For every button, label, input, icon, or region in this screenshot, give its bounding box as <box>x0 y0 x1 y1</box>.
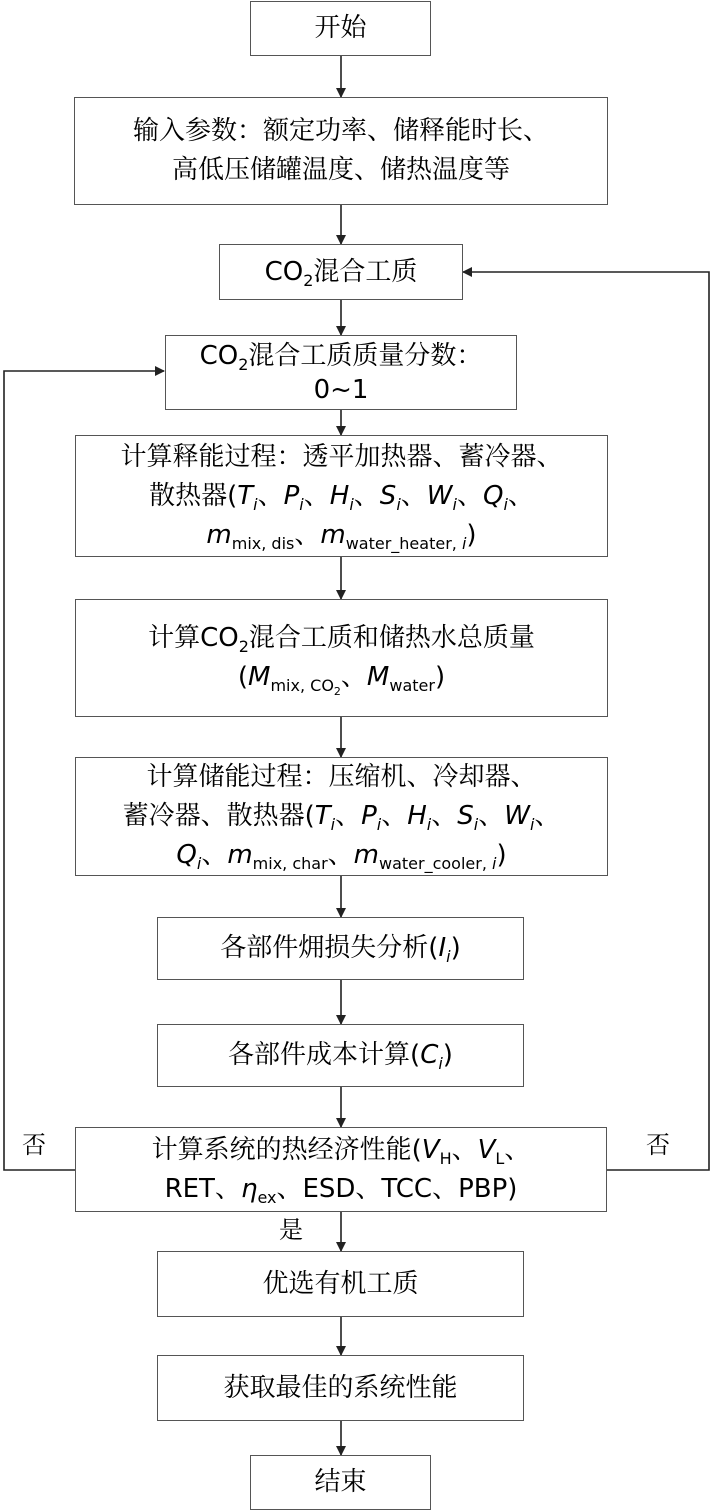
exergy-loss-node <box>157 917 524 980</box>
charge-line-2: 蓄冷器、散热器($T_i$、$P_i$、$H_i$、$S_i$、$W_i$、 <box>122 801 561 835</box>
mass-fraction-node <box>165 335 517 410</box>
discharge-line-2: 散热器($T_i$、$P_i$、$H_i$、$S_i$、$W_i$、$Q_i$、 <box>149 480 534 514</box>
optimal-fluid-node <box>157 1251 524 1317</box>
mixture-label: $CO_2$混合工质 <box>264 256 418 290</box>
cost-node <box>157 1024 524 1087</box>
optimal-label: 优选有机工质 <box>262 1268 419 1299</box>
input-line-2: 高低压储罐温度、储热温度等 <box>171 155 510 185</box>
end-node <box>250 1455 431 1510</box>
input-line-1: 输入参数：额定功率、储释能时长、 <box>132 116 549 146</box>
start-node <box>250 1 431 56</box>
cost-label: 各部件成本计算$(C_i)$ <box>228 1040 453 1074</box>
best-performance-node <box>157 1355 524 1421</box>
fraction-line-1: $CO_2$混合工质质量分数： <box>199 340 483 374</box>
performance-line-1: 计算系统的热经济性能($V_H$、$V_L$、 <box>151 1134 531 1168</box>
input-parameters-node <box>74 97 608 205</box>
no-label-right: 否 <box>646 1131 670 1159</box>
discharge-process-node <box>75 435 608 557</box>
no-label-left: 否 <box>22 1131 46 1159</box>
yes-label: 是 <box>279 1216 303 1244</box>
discharge-line-1: 计算释能过程：透平加热器、蓄冷器、 <box>120 441 563 472</box>
performance-line-2: RET、$\eta_{ex}$、ESD、TCC、PBP) <box>164 1173 518 1207</box>
performance-node <box>75 1127 607 1212</box>
mass-line-1: 计算$CO_2$混合工质和储热水总质量 <box>148 623 535 657</box>
start-label: 开始 <box>314 13 367 43</box>
charge-line-1: 计算储能过程：压缩机、冷却器、 <box>146 762 537 792</box>
co2-mixture-node <box>219 244 463 300</box>
discharge-line-3: $m_{mix, dis}$、$m_{water\_heater, i}$) <box>206 519 477 553</box>
total-mass-node <box>75 599 608 717</box>
end-label: 结束 <box>314 1467 367 1497</box>
best-label: 获取最佳的系统性能 <box>223 1372 458 1403</box>
mass-line-2: ($M_{mix, CO_2}$、$M_{water}$) <box>237 662 446 699</box>
fraction-line-2: 0~1 <box>313 374 369 405</box>
charge-process-node <box>75 757 608 876</box>
exergy-label: 各部件㶲损失分析$(I_i)$ <box>220 933 461 967</box>
charge-line-3: $Q_i$、$m_{mix, char}$、$m_{water\_cooler, i}$) <box>176 840 507 874</box>
